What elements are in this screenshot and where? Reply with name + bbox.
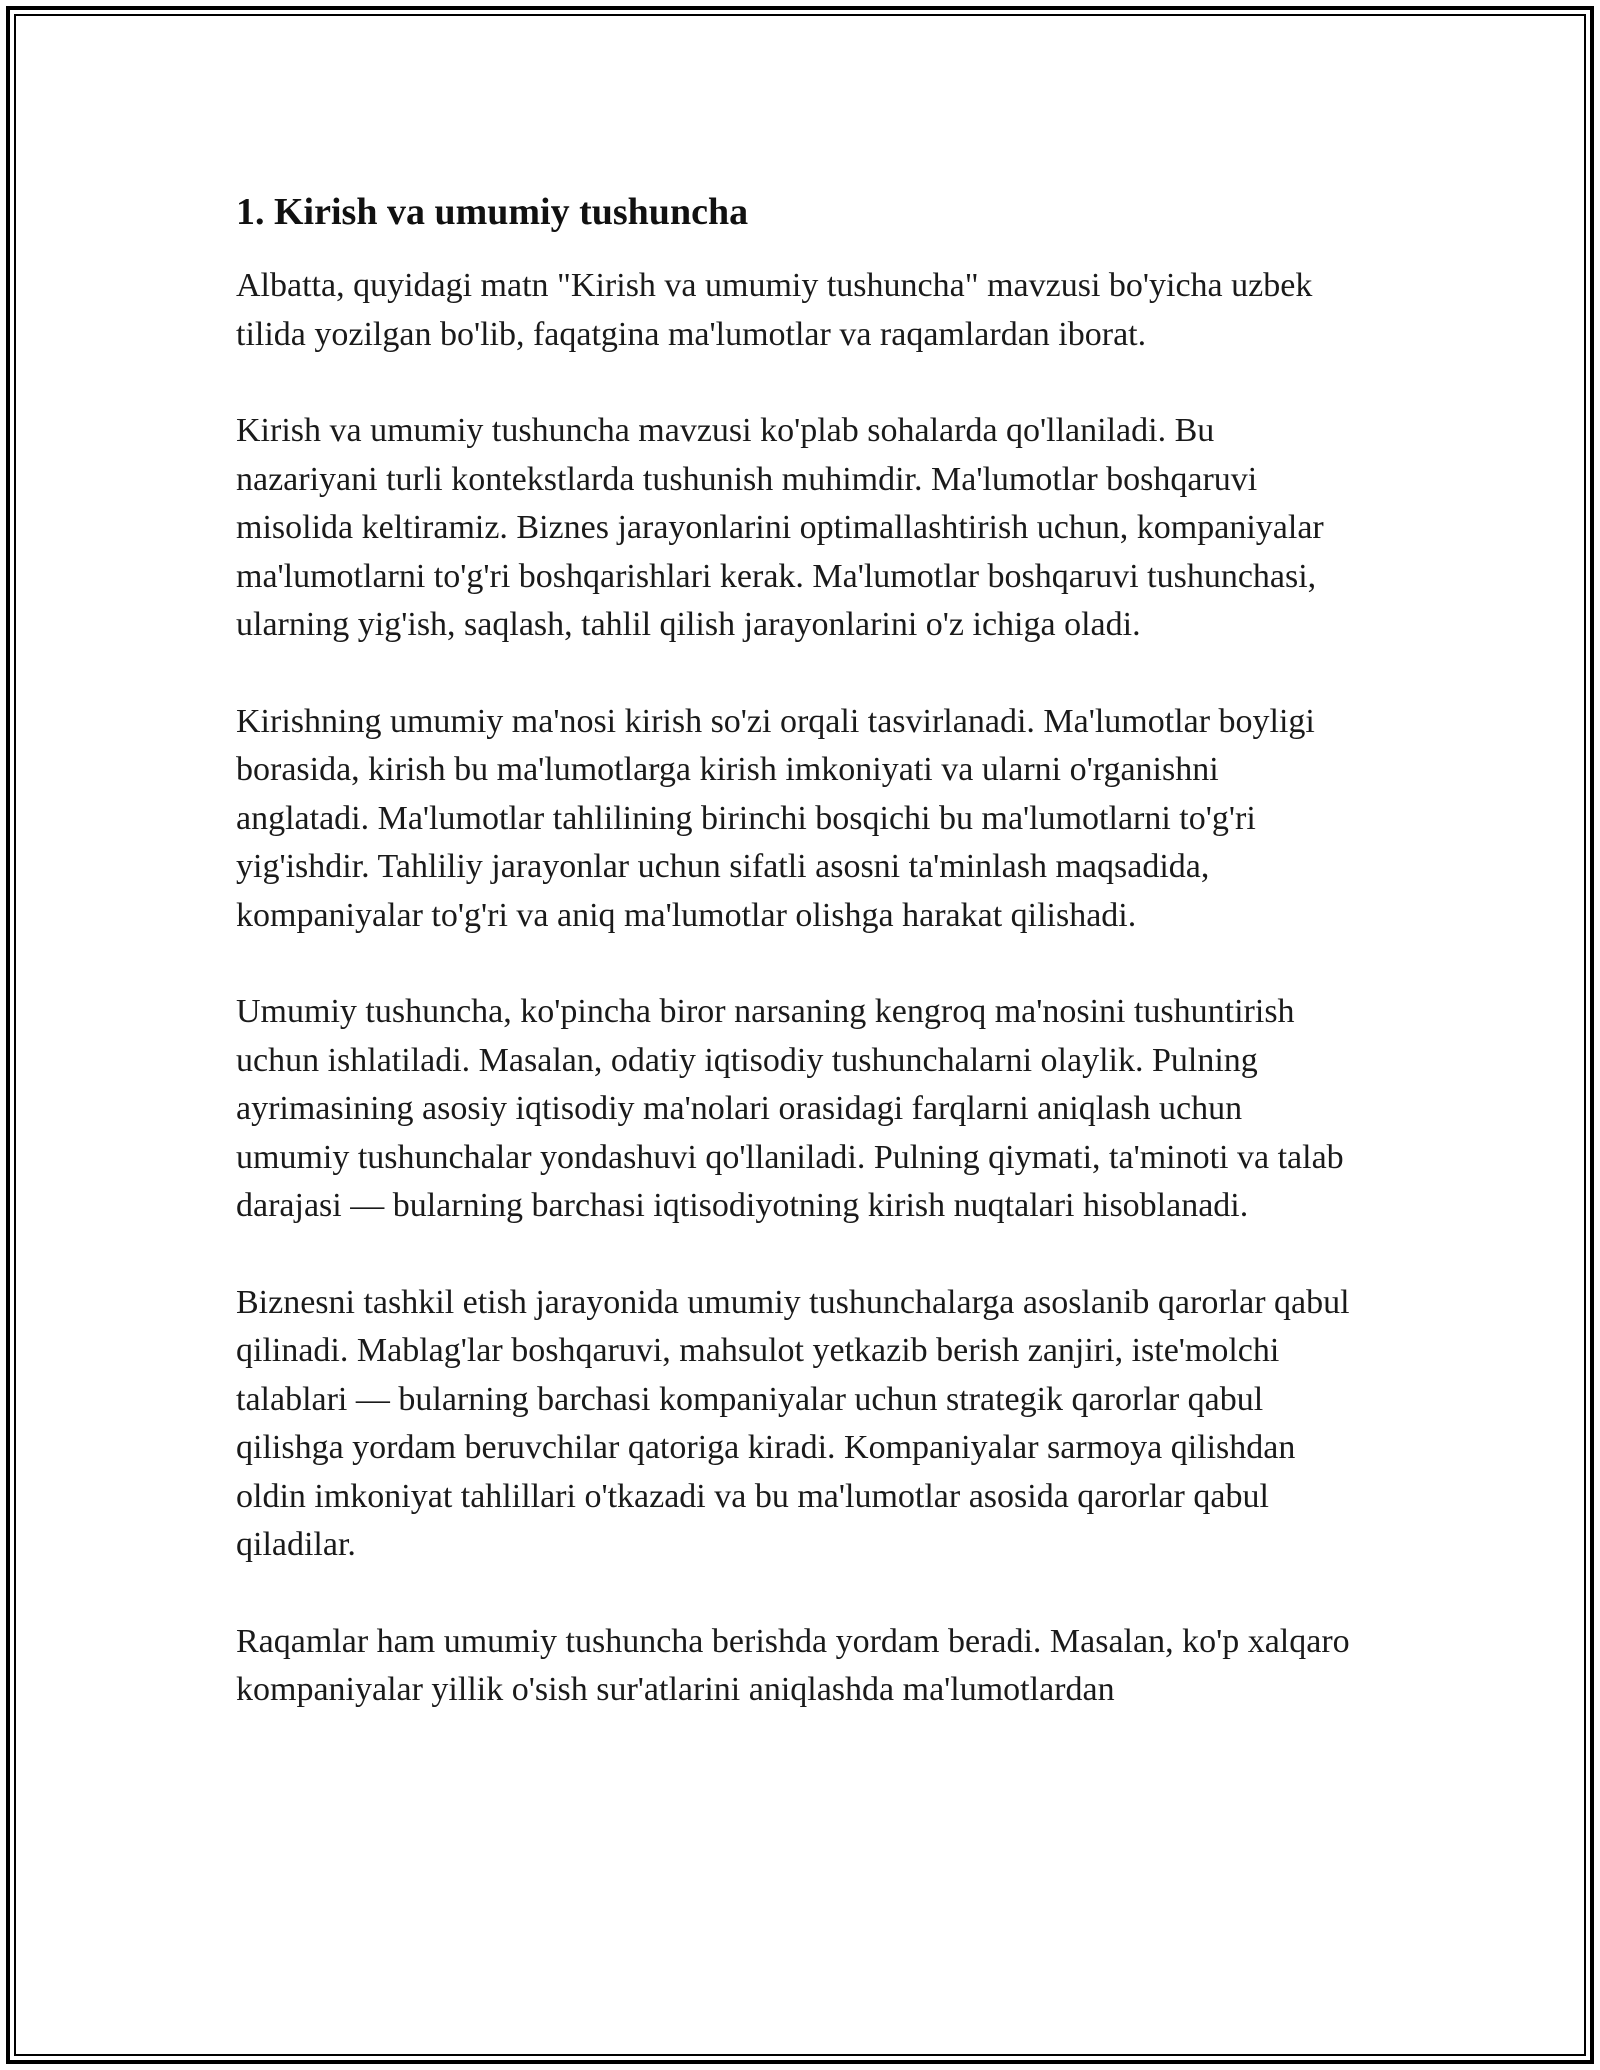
paragraph-numbers: Raqamlar ham umumiy tushuncha berishda yordam beradi. Masalan, ko'p xalqaro kompaniyalar yillik o'sish sur'atlarini aniqlashda ma'lumotlardan <box>236 1622 1350 1708</box>
document-body <box>236 188 1360 1763</box>
paragraph-general-concept: Umumiy tushuncha, ko'pincha biror narsaning kengroq ma'nosini tushuntirish uchun ishlatiladi. Masalan, odatiy iqtisodiy tushunchalarni olaylik. Pulning ayrimasining asosiy iqtisodiy ma'nolari orasidagi farqlarni aniqlash uchun umumiy tushunchalar yondashuvi qo'llaniladi. Pulning qiymati, ta'minoti va talab darajasi — bularning barchasi iqtisodiyotning kirish nuqtalari hisoblanadi. <box>236 993 1344 1224</box>
paragraph-meaning-of-introduction: Kirishning umumiy ma'nosi kirish so'zi orqali tasvirlanadi. Ma'lumotlar boyligi borasida, kirish bu ma'lumotlarga kirish imkoniyati va ularni o'rganishni anglatadi. Ma'lumotlar tahlilining birinchi bosqichi bu ma'lumotlarni to'g'ri yig'ishdir. Tahliliy jarayonlar uchun sifatli asosni ta'minlash maqsadida, kompaniyalar to'g'ri va aniq ma'lumotlar olishga harakat qilishadi. <box>236 702 1315 934</box>
section-heading: 1. Kirish va umumiy tushuncha <box>236 191 749 233</box>
paragraph-intro: Albatta, quyidagi matn "Kirish va umumiy tushuncha" mavzusi bo'yicha uzbek tilida yozilgan bo'lib, faqatgina ma'lumotlar va raqamlardan iborat. <box>236 267 1313 353</box>
paragraph-data-management: Kirish va umumiy tushuncha mavzusi ko'plab sohalarda qo'llaniladi. Bu nazariyani turli kontekstlarda tushunish muhimdir. Ma'lumotlar boshqaruvi misolida keltiramiz. Biznes jarayonlarini optimallashtirish uchun, kompaniyalar ma'lumotlarni to'g'ri boshqarishlari kerak. Ma'lumotlar boshqaruvi tushunchasi, ularning yig'ish, saqlash, tahlil qilish jarayonlarini o'z ichiga oladi. <box>236 412 1324 643</box>
paragraph-business-organization: Biznesni tashkil etish jarayonida umumiy tushunchalarga asoslanib qarorlar qabul qilinadi. Mablag'lar boshqaruvi, mahsulot yetkazib berish zanjiri, iste'molchi talablari — bularning barchasi kompaniyalar uchun strategik qarorlar qabul qilishga yordam beruvchilar qatoriga kiradi. Kompaniyalar sarmoya qilishdan oldin imkoniyat tahlillari o'tkazadi va bu ma'lumotlar asosida qarorlar qabul qiladilar. <box>236 1283 1350 1563</box>
